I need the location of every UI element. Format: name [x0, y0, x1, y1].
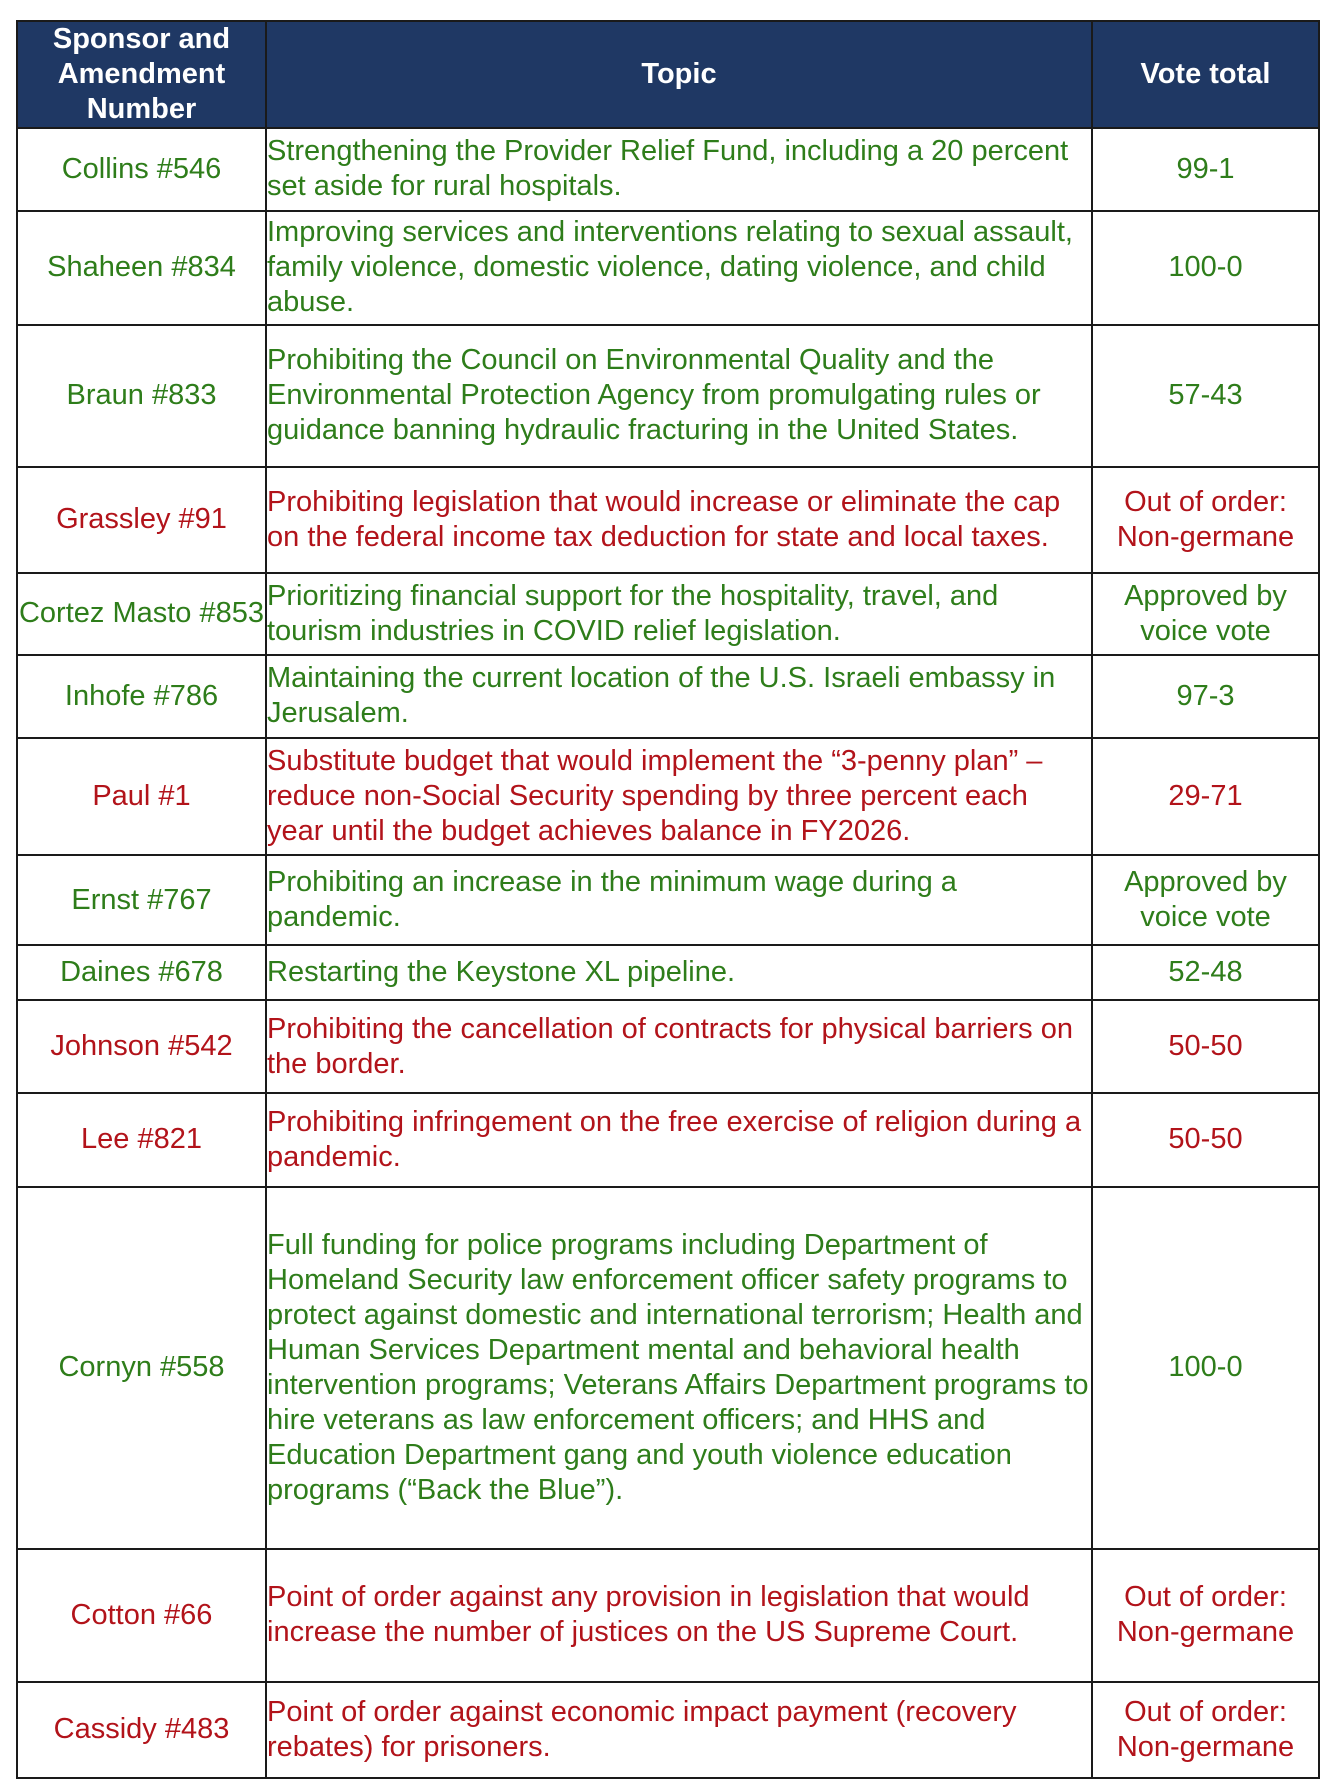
topic-cell: Strengthening the Provider Relief Fund, including a 20 percent set aside for rural hospitals.	[266, 128, 1092, 211]
table-row	[17, 1000, 1319, 1093]
header-row	[17, 21, 1319, 128]
sponsor-cell: Shaheen #834	[17, 211, 266, 326]
amendments-table	[16, 20, 1320, 1779]
topic-cell: Substitute budget that would implement the “3-penny plan” – reduce non-Social Security spending by three percent each year until the budget achieves balance in FY2026.	[266, 738, 1092, 856]
topic-cell: Point of order against any provision in legislation that would increase the number of justices on the US Supreme Court.	[266, 1549, 1092, 1682]
sponsor-cell: Cassidy #483	[17, 1682, 266, 1779]
header-vote: Vote total	[1092, 21, 1319, 128]
topic-cell: Prohibiting infringement on the free exercise of religion during a pandemic.	[266, 1093, 1092, 1186]
sponsor-cell: Cornyn #558	[17, 1187, 266, 1549]
topic-cell: Prohibiting legislation that would increase or eliminate the cap on the federal income tax deduction for state and local taxes.	[266, 467, 1092, 573]
vote-cell: 50-50	[1092, 1093, 1319, 1186]
vote-cell: Out of order: Non-germane	[1092, 467, 1319, 573]
topic-cell: Prohibiting the cancellation of contracts for physical barriers on the border.	[266, 1000, 1092, 1093]
topic-cell: Prioritizing financial support for the hospitality, travel, and tourism industries in COVID relief legislation.	[266, 573, 1092, 656]
table-row	[17, 655, 1319, 738]
sponsor-cell: Daines #678	[17, 945, 266, 1000]
table-row	[17, 211, 1319, 326]
table-row	[17, 738, 1319, 856]
vote-cell: Approved by voice vote	[1092, 855, 1319, 945]
topic-cell: Maintaining the current location of the U.S. Israeli embassy in Jerusalem.	[266, 655, 1092, 738]
sponsor-cell: Ernst #767	[17, 855, 266, 945]
vote-cell: Out of order: Non-germane	[1092, 1549, 1319, 1682]
topic-cell: Improving services and interventions relating to sexual assault, family violence, domestic violence, dating violence, and child abuse.	[266, 211, 1092, 326]
vote-cell: 52-48	[1092, 945, 1319, 1000]
vote-cell: Out of order: Non-germane	[1092, 1682, 1319, 1779]
sponsor-cell: Lee #821	[17, 1093, 266, 1186]
table-row	[17, 573, 1319, 656]
sponsor-cell: Inhofe #786	[17, 655, 266, 738]
topic-cell: Prohibiting the Council on Environmental Quality and the Environmental Protection Agency from promulgating rules or guidance banning hydraulic fracturing in the United States.	[266, 325, 1092, 466]
sponsor-cell: Cotton #66	[17, 1549, 266, 1682]
header-sponsor: Sponsor and Amendment Number	[17, 21, 266, 128]
table-row	[17, 1093, 1319, 1186]
table-row	[17, 945, 1319, 1000]
topic-cell: Restarting the Keystone XL pipeline.	[266, 945, 1092, 1000]
vote-cell: Approved by voice vote	[1092, 573, 1319, 656]
table-row	[17, 1187, 1319, 1549]
sponsor-cell: Johnson #542	[17, 1000, 266, 1093]
header-topic: Topic	[266, 21, 1092, 128]
vote-cell: 100-0	[1092, 1187, 1319, 1549]
vote-cell: 50-50	[1092, 1000, 1319, 1093]
sponsor-cell: Grassley #91	[17, 467, 266, 573]
table-row	[17, 855, 1319, 945]
table-row	[17, 1682, 1319, 1779]
topic-cell: Full funding for police programs including Department of Homeland Security law enforcement officer safety programs to protect against domestic and international terrorism; Health and Human Services Department mental and behavioral health intervention programs; Veterans Affairs Department programs to hire veterans as law enforcement officers; and HHS and Education Department gang and youth violence education programs (“Back the Blue”).	[266, 1187, 1092, 1549]
sponsor-cell: Paul #1	[17, 738, 266, 856]
vote-cell: 100-0	[1092, 211, 1319, 326]
vote-cell: 29-71	[1092, 738, 1319, 856]
topic-cell: Point of order against economic impact payment (recovery rebates) for prisoners.	[266, 1682, 1092, 1779]
table-row	[17, 325, 1319, 466]
vote-cell: 99-1	[1092, 128, 1319, 211]
table-row	[17, 1549, 1319, 1682]
topic-cell: Prohibiting an increase in the minimum wage during a pandemic.	[266, 855, 1092, 945]
vote-cell: 97-3	[1092, 655, 1319, 738]
sponsor-cell: Braun #833	[17, 325, 266, 466]
table-row	[17, 467, 1319, 573]
vote-cell: 57-43	[1092, 325, 1319, 466]
table-row	[17, 128, 1319, 211]
sponsor-cell: Cortez Masto #853	[17, 573, 266, 656]
sponsor-cell: Collins #546	[17, 128, 266, 211]
